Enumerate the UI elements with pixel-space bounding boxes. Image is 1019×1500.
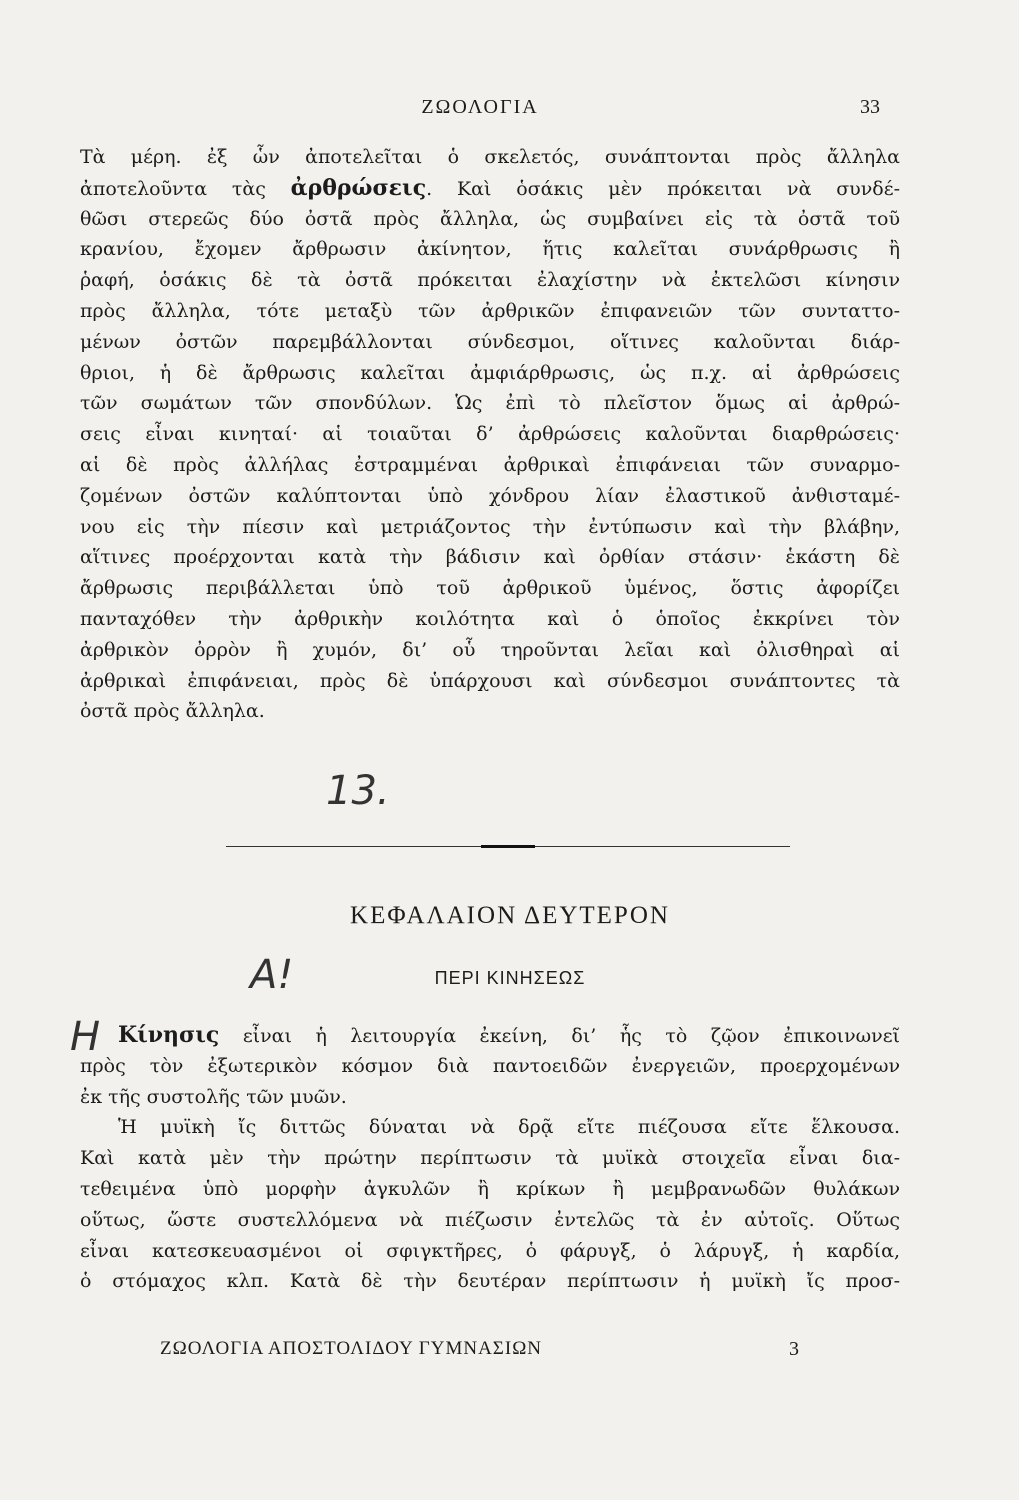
page-number: 33 [860,96,880,118]
running-title: ΖΩΟΛΟΓΙΑ [421,96,539,118]
signature-number: 3 [789,1338,800,1360]
text-line: ζομένων ὀστῶν καλύπτονται ὑπὸ χόνδρου λίαν ἐλαστικοῦ ἀνθισταμέ- [80,484,900,507]
text-line: μένων ὀστῶν παρεμβάλλονται σύνδεσμοι, οἵτινες καλοῦνται διάρ- [80,330,900,353]
section-skeleton-joints [80,142,900,727]
text-line: εἶναι κατεσκευασμένοι οἱ σφιγκτῆρες, ὁ φάρυγξ, ὁ λάρυγξ, ἡ καρδία, [80,1239,900,1262]
separator-dash [481,845,535,848]
text-line: πανταχόθεν τὴν ἀρθρικὴν κοιλότητα καὶ ὁ ὁποῖος ἐκκρίνει τὸν [80,607,900,630]
handwritten-mark: 13. [326,768,390,814]
text-line [80,1020,900,1051]
text-line: τῶν σωμάτων τῶν σπονδύλων. Ὡς ἐπὶ τὸ πλεῖστον ὅμως αἱ ἀρθρώ- [80,392,900,415]
text-line: νου εἰς τὴν πίεσιν καὶ μετριάζοντος τὴν ἐντύπωσιν καὶ τὴν βλάβην, [80,515,900,538]
text-line: πρὸς τὸν ἐξωτερικὸν κόσμον διὰ παντοειδῶν ἐνεργειῶν, προερχομένων [80,1054,900,1077]
text-line: ἄρθρωσις περιβάλλεται ὑπὸ τοῦ ἀρθρικοῦ ὑμένος, ὅστις ἀφορίζει [80,577,900,600]
text-line: ὁ στόμαχος κλπ. Κατὰ δὲ τὴν δευτέραν περίπτωσιν ἡ μυϊκὴ ἴς προσ- [80,1270,900,1293]
text-line: σεις εἶναι κινηταί· αἱ τοιαῦται δ’ ἀρθρώσεις καλοῦνται διαρθρώσεις· [80,423,900,446]
section-motion [80,1020,900,1297]
bold-term: ἀρθρώσεις [290,174,427,201]
chapter-title: ΚΕΦΑΛΑΙΟΝ ΔΕΥΤΕΡΟΝ [350,902,670,929]
text-line: αἱ δὲ πρὸς ἀλλήλας ἐστραμμέναι ἀρθρικαὶ ἐπιφάνειαι τῶν συναρμο- [80,453,900,476]
text-line: ὀστᾶ πρὸς ἄλληλα. [80,700,265,723]
bold-term: Κίνησις [118,1022,220,1048]
text-line: Τὰ μέρη. ἐξ ὧν ἀποτελεῖται ὁ σκελετός, συνάπτονται πρὸς ἄλληλα [80,146,900,168]
text-line: οὕτως, ὥστε συστελλόμενα νὰ πιέζωσιν ἐντελῶς τὰ ἐν αὐτοῖς. Οὕτως [80,1208,900,1231]
text-line: Καὶ κατὰ μὲν τὴν πρώτην περίπτωσιν τὰ μυϊκὰ στοιχεῖα εἶναι δια- [80,1147,900,1170]
text-line: ἐκ τῆς συστολῆς τῶν μυῶν. [80,1085,347,1108]
text-line: τεθειμένα ὑπὸ μορφὴν ἀγκυλῶν ἢ κρίκων ἢ μεμβρανωδῶν θυλάκων [80,1177,900,1200]
page-footer [160,1338,800,1368]
text-fragment: εἶναι ἡ λειτουργία ἐκείνη, δι’ ἧς τὸ ζῷον ἐπικοινωνεῖ [242,1025,900,1047]
text-line: πρὸς ἄλληλα, τότε μεταξὺ τῶν ἀρθρικῶν ἐπιφανειῶν τῶν συνταττο- [80,299,900,322]
text-line: ἀποτελοῦντα τὰς ἀρθρώσεις. Καὶ ὁσάκις μὲν πρόκειται νὰ συνδέ- [80,174,900,201]
text-line: ἀρθρικὸν ὀρρὸν ἢ χυμόν, δι’ οὗ τηροῦνται λεῖαι καὶ ὀλισθηραὶ αἱ [80,638,900,661]
text-line: κρανίου, ἔχομεν ἄρθρωσιν ἀκίνητον, ἥτις καλεῖται συνάρθρωσις ἢ [80,238,900,261]
section-separator [226,846,790,847]
running-header [80,96,880,126]
handwritten-mark: A! [250,952,294,998]
text-line: ῥαφή, ὁσάκις δὲ τὰ ὀστᾶ πρόκειται ἐλαχίστην νὰ ἐκτελῶσι κίνησιν [80,269,900,292]
section-title: ΠΕΡΙ ΚΙΝΗΣΕΩΣ [434,968,586,988]
text-line: Ἡ μυϊκὴ ἴς διττῶς δύναται νὰ δρᾷ εἴτε πιέζουσα εἴτε ἕλκουσα. [118,1116,900,1139]
text-line: θῶσι στερεῶς δύο ὀστᾶ πρὸς ἄλληλα, ὡς συμβαίνει εἰς τὰ ὀστᾶ τοῦ [80,207,900,230]
handwritten-mark: H [70,1014,101,1060]
text-line: θριοι, ἡ δὲ ἄρθρωσις καλεῖται ἀμφιάρθρωσις, ὡς π.χ. αἱ ἀρθρώσεις [80,361,900,384]
text-line: ἀρθρικαὶ ἐπιφάνειαι, πρὸς δὲ ὑπάρχουσι καὶ σύνδεσμοι συνάπτοντες τὰ [80,669,900,692]
text-line: αἵτινες προέρχονται κατὰ τὴν βάδισιν καὶ ὀρθίαν στάσιν· ἑκάστη δὲ [80,546,900,569]
footer-title: ΖΩΟΛΟΓΙΑ ΑΠΟΣΤΟΛΙΔΟΥ ΓΥΜΝΑΣΙΩΝ [160,1338,543,1359]
